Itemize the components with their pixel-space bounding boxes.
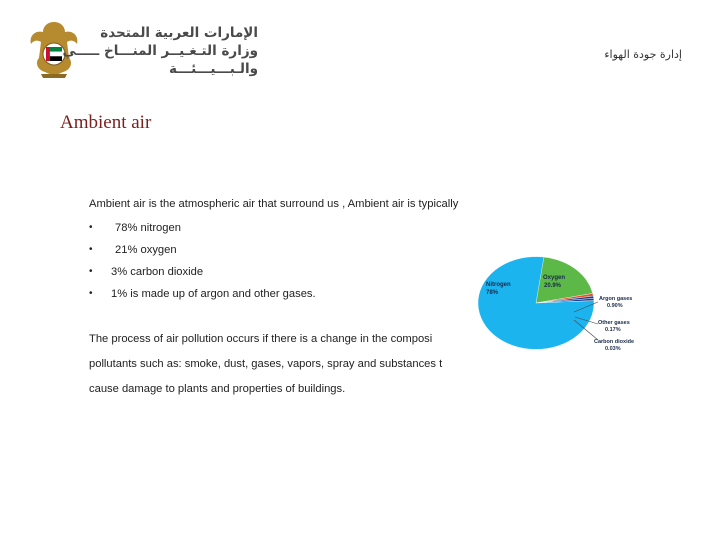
bullet-icon: •: [89, 222, 93, 233]
slice-label-oxygen: Oxygen: [543, 275, 566, 281]
slice-label-nitrogen: Nitrogen: [486, 282, 511, 288]
list-item-text: 3% carbon dioxide: [111, 266, 204, 278]
composition-list: [89, 217, 509, 305]
slice-label-other: Other gases: [598, 320, 630, 326]
page-header: [0, 0, 720, 100]
bullet-icon: •: [89, 288, 93, 299]
ministry-line: والـبـــيـــئـــة: [169, 61, 258, 77]
pie-chart: [470, 228, 700, 368]
paragraph-line: The process of air pollution occurs if there is a change in the composi: [89, 333, 433, 345]
slice-value-argon: 0.90%: [607, 303, 623, 309]
pollution-paragraph: [89, 327, 467, 402]
list-item: [89, 261, 509, 283]
page-title: Ambient air: [60, 112, 152, 133]
list-item-text: 21% oxygen: [115, 244, 177, 256]
paragraph-line: pollutants such as: smoke, dust, gases, vapors, spray and substances t: [89, 358, 443, 370]
paragraph-line: cause damage to plants and properties of buildings.: [89, 383, 346, 395]
air-composition-chart: [470, 228, 700, 368]
list-item-text: 78% nitrogen: [115, 222, 181, 234]
bullet-icon: •: [89, 266, 93, 277]
ministry-line: الإمارات العربية المتحدة: [100, 25, 258, 41]
list-item: [89, 217, 509, 239]
list-item: [89, 239, 509, 261]
list-item-text: 1% is made up of argon and other gases.: [111, 288, 316, 300]
intro-text: Ambient air is the atmospheric air that surround us , Ambient air is typically: [89, 198, 459, 210]
slide-content: [89, 196, 509, 402]
slice-value-nitrogen: 78%: [486, 290, 499, 296]
bullet-icon: •: [89, 244, 93, 255]
slice-label-co2: Carbon dioxide: [594, 339, 635, 345]
ministry-line: وزارة التـغـيــر المنـــاخ ـــــي: [62, 43, 258, 59]
slice-value-oxygen: 20.9%: [544, 283, 562, 289]
slice-value-other: 0.17%: [605, 327, 621, 333]
slice-label-argon: Argon gases: [599, 296, 633, 302]
list-item: [89, 283, 509, 305]
slice-value-co2: 0.03%: [605, 346, 621, 352]
ministry-name: [62, 24, 258, 78]
department-name: إدارة جودة الهواء: [604, 48, 682, 61]
